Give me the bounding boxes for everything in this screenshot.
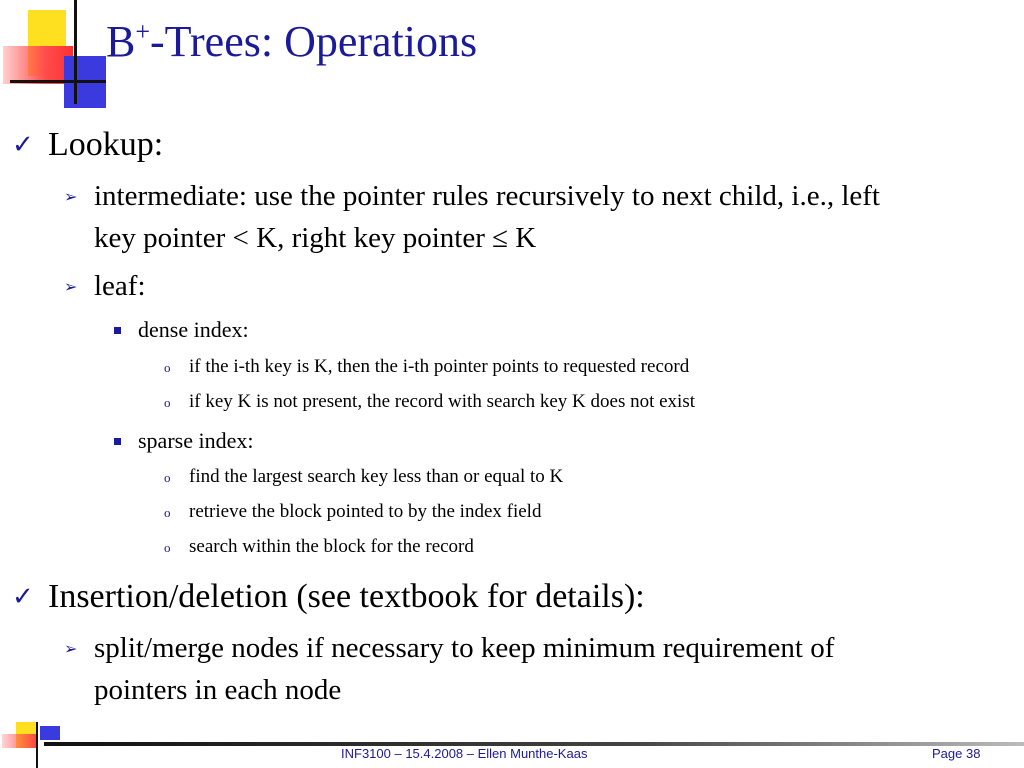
arrow-bullet-icon: ➢ bbox=[64, 641, 78, 658]
bullet-text: dense index: bbox=[138, 317, 249, 342]
title-prefix: B bbox=[106, 17, 136, 66]
logo-red-block bbox=[3, 46, 73, 84]
bullet-text: sparse index: bbox=[138, 428, 254, 453]
title-suffix: -Trees: Operations bbox=[150, 17, 478, 66]
bullet-text: intermediate: use the pointer rules recursively to next child, i.e., left bbox=[94, 180, 880, 212]
footer-logo-blue bbox=[40, 726, 60, 740]
arrow-bullet-icon: ➢ bbox=[64, 279, 78, 296]
square-bullet-icon bbox=[114, 327, 121, 334]
bullet-text-continued: pointers in each node bbox=[94, 674, 342, 706]
circle-bullet-icon: o bbox=[164, 395, 171, 410]
checkmark-icon: ✓ bbox=[12, 582, 34, 611]
bullet-text: retrieve the block pointed to by the index field bbox=[189, 501, 542, 522]
bullet-text: Insertion/deletion (see textbook for details): bbox=[48, 578, 645, 615]
circle-bullet-icon: o bbox=[164, 505, 171, 520]
circle-bullet-icon: o bbox=[164, 360, 171, 375]
logo-vertical-line bbox=[74, 0, 77, 104]
bullet-text: if key K is not present, the record with search key K does not exist bbox=[189, 391, 696, 412]
bullet-text: leaf: bbox=[94, 270, 146, 302]
bullet-text: find the largest search key less than or equal to K bbox=[189, 466, 564, 487]
bullet-text-continued: key pointer < K, right key pointer ≤ K bbox=[94, 222, 537, 254]
slide-title bbox=[106, 18, 477, 66]
footer-logo-red bbox=[2, 734, 38, 748]
footer-page-number: Page 38 bbox=[932, 746, 981, 761]
title-superscript: + bbox=[135, 17, 151, 46]
bullet-text: Lookup: bbox=[48, 126, 164, 163]
bullet-text: search within the block for the record bbox=[189, 536, 474, 557]
footer-course-info: INF3100 – 15.4.2008 – Ellen Munthe-Kaas bbox=[341, 746, 588, 761]
logo-horizontal-line bbox=[10, 80, 106, 83]
circle-bullet-icon: o bbox=[164, 470, 171, 485]
square-bullet-icon bbox=[114, 438, 121, 445]
bullet-text: split/merge nodes if necessary to keep minimum requirement of bbox=[94, 632, 835, 664]
circle-bullet-icon: o bbox=[164, 540, 171, 555]
bullet-text: if the i-th key is K, then the i-th pointer points to requested record bbox=[189, 356, 690, 377]
checkmark-icon: ✓ bbox=[12, 130, 34, 159]
footer-vertical-line bbox=[36, 722, 38, 768]
arrow-bullet-icon: ➢ bbox=[64, 189, 78, 206]
